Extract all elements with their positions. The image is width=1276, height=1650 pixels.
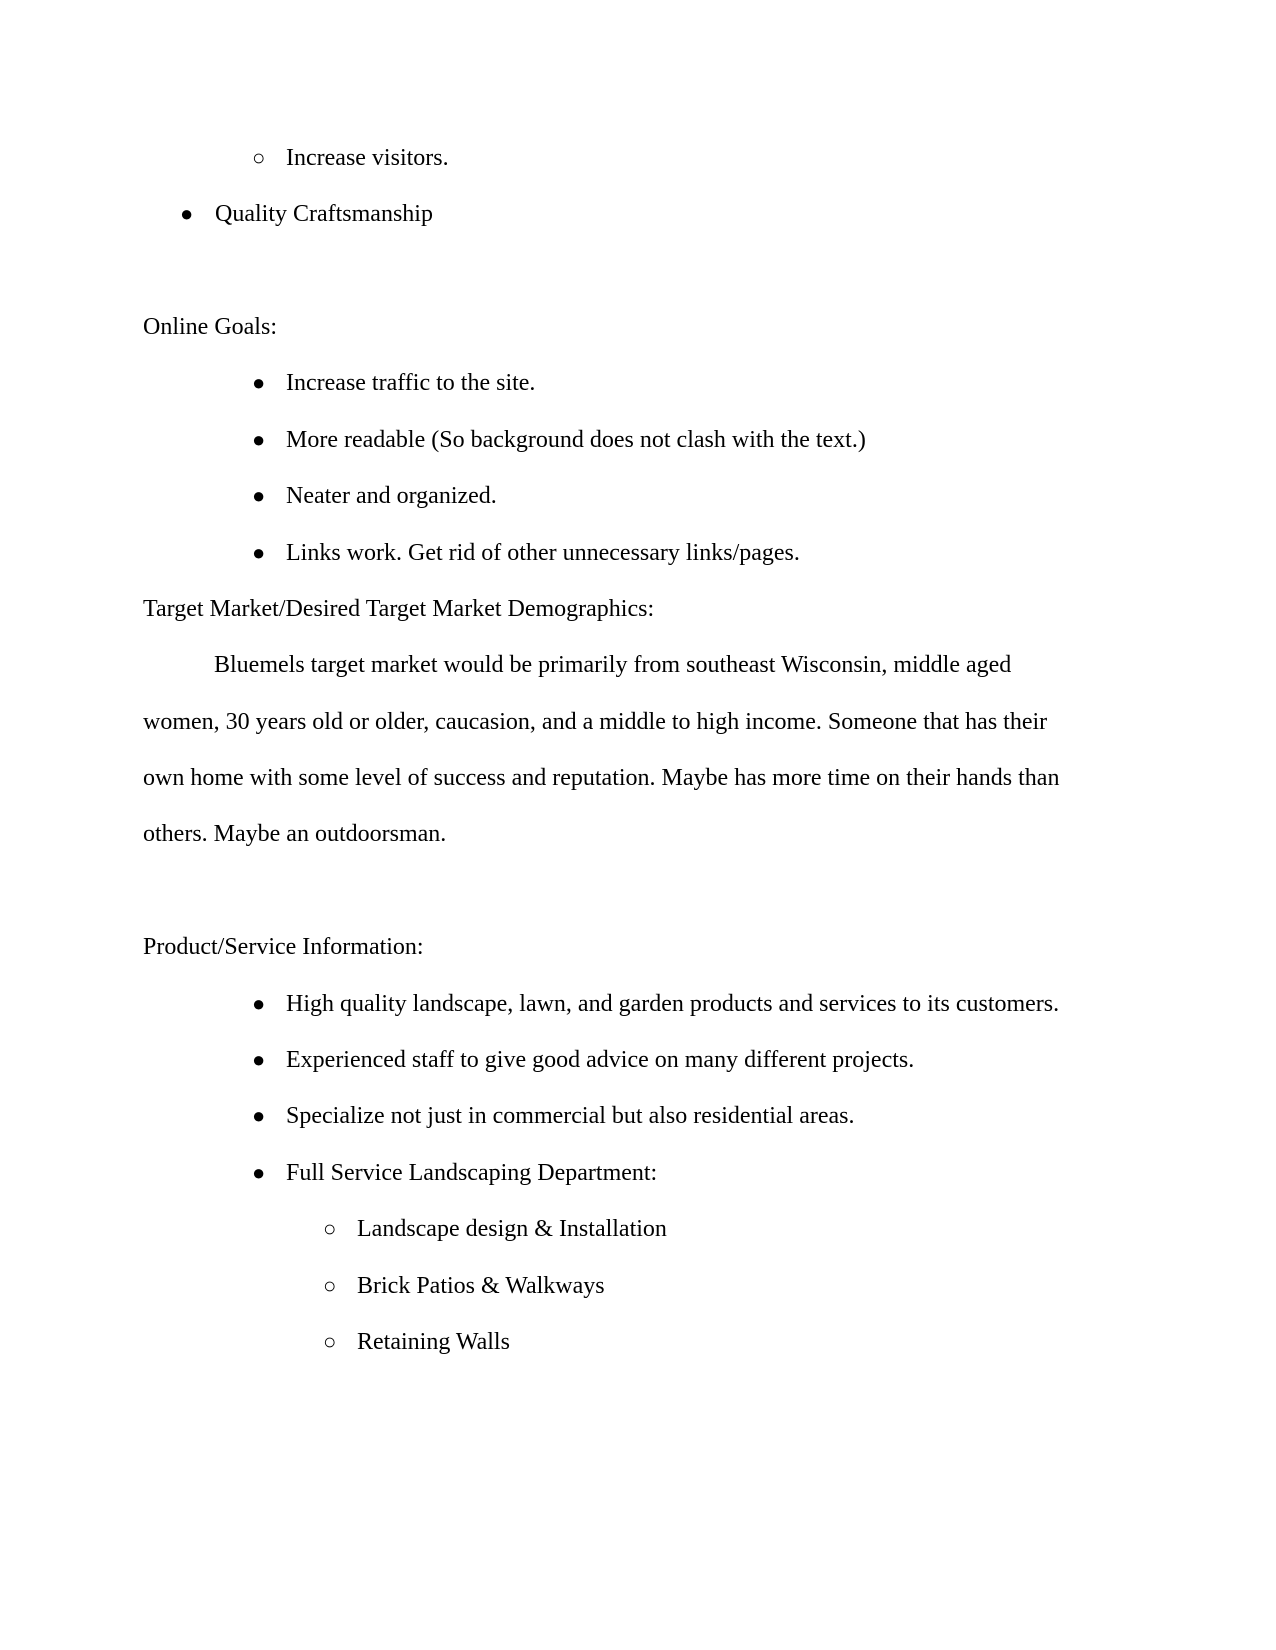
list-item-quality-craftsmanship: Quality Craftsmanship xyxy=(215,201,433,227)
paragraph-line: others. Maybe an outdoorsman. xyxy=(143,821,447,847)
filled-bullet-icon: ● xyxy=(252,1047,266,1072)
list-item: High quality landscape, lawn, and garden products and services to its customers. xyxy=(286,991,1060,1017)
hollow-bullet-icon: ○ xyxy=(323,1216,337,1241)
hollow-bullet-icon: ○ xyxy=(323,1329,337,1354)
sub-list-item: Retaining Walls xyxy=(357,1329,510,1355)
filled-bullet-icon: ● xyxy=(252,427,266,452)
target-market-heading: Target Market/Desired Target Market Demographics: xyxy=(143,596,655,622)
list-item: More readable (So background does not clash with the text.) xyxy=(286,427,866,453)
paragraph-line: own home with some level of success and reputation. Maybe has more time on their hands than xyxy=(143,765,1060,791)
list-item: Increase traffic to the site. xyxy=(286,370,536,396)
filled-bullet-icon: ● xyxy=(252,991,266,1016)
filled-bullet-icon: ● xyxy=(252,1160,266,1185)
product-service-heading: Product/Service Information: xyxy=(143,934,424,960)
paragraph-line: women, 30 years old or older, caucasion, and a middle to high income. Someone that has their xyxy=(143,709,1048,735)
list-item-increase-visitors: Increase visitors. xyxy=(286,145,449,171)
paragraph-line: Bluemels target market would be primarily from southeast Wisconsin, middle aged xyxy=(214,652,1012,678)
sub-list-item: Landscape design & Installation xyxy=(357,1216,667,1242)
list-item: Experienced staff to give good advice on many different projects. xyxy=(286,1047,915,1073)
hollow-bullet-icon: ○ xyxy=(252,145,266,170)
online-goals-heading: Online Goals: xyxy=(143,314,277,340)
filled-bullet-icon: ● xyxy=(252,1103,266,1128)
list-item: Specialize not just in commercial but also residential areas. xyxy=(286,1103,855,1129)
filled-bullet-icon: ● xyxy=(252,540,266,565)
list-item: Full Service Landscaping Department: xyxy=(286,1160,658,1186)
list-item: Links work. Get rid of other unnecessary links/pages. xyxy=(286,540,800,566)
filled-bullet-icon: ● xyxy=(252,483,266,508)
sub-list-item: Brick Patios & Walkways xyxy=(357,1273,605,1299)
filled-bullet-icon: ● xyxy=(252,370,266,395)
list-item: Neater and organized. xyxy=(286,483,497,509)
filled-bullet-icon: ● xyxy=(180,201,194,226)
hollow-bullet-icon: ○ xyxy=(323,1273,337,1298)
